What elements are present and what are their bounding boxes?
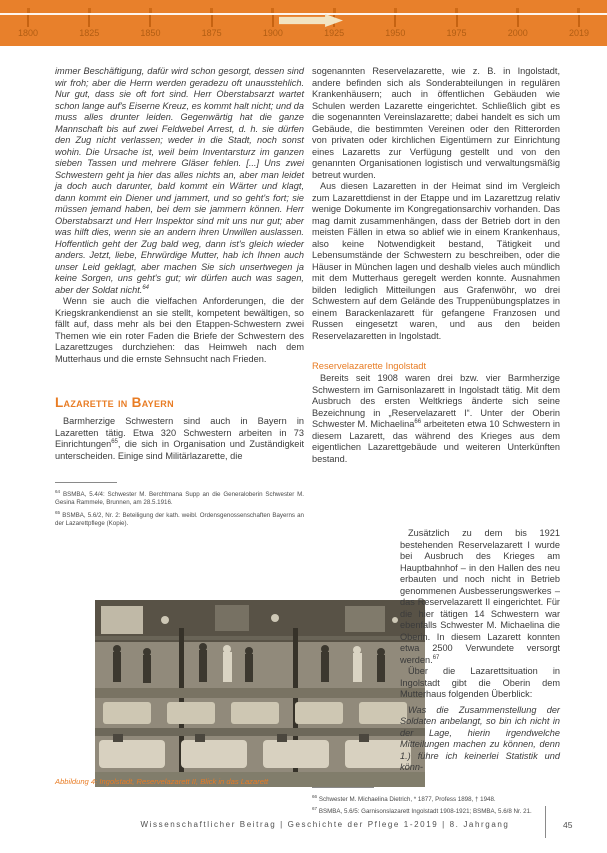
timeline-tick-1975: [442, 0, 472, 38]
timeline-year-label: 1925: [324, 28, 345, 38]
footnote-separator: [55, 482, 117, 483]
footnote-marker: 65: [55, 509, 61, 515]
timeline-year-label: 1900: [262, 28, 283, 38]
oberin-quote-text: Was die Zusammenstellung der Soldaten anbelangt, so bin ich nicht in der Lage, hierin irgendwelche Mitteilungen machen zu können, denn 1.) führe ich keinerlei Statistik und könn-: [400, 704, 560, 772]
footnote-marker: 64: [55, 489, 61, 494]
paragraph-text: Wenn sie auch die vielfachen Anforderungen, die der Kriegskrankendienst an sie stellt, kompetent bewältigen, so fällt auf, dass mehr als bei den Etappen-Schwestern zwei Themen wie ein roter Faden die Briefe der Schwestern des Lazarettzuges durchziehen: das Heimweh nach dem Mutterhaus und die ernste Sehnsucht nach Frieden.: [55, 296, 304, 364]
paragraph: [312, 66, 560, 181]
letter-quote-text: immer Beschäftigung, dafür wird schon gesorgt, dessen sind wir froh; aber die Herrn werden geradezu oft unausstehlich. Nur gut, dass sie oft fort sind. Herr Oberstabsarzt wartet schon lange auf's Eiserne Kreuz, es kommt halt nicht; und da muss alles drunter leiden. Gegenwärtig hat die ganze Mannschaft bis auf zwei Feldwebel Arrest, d. h. sie dürfen den Zug nicht verlassen; weder in die Stadt, noch sonst wohin. Die Ursache ist, weil beim Inventarsturz im ganzen sieben Tassen und mehrere Gläser fehlen. [...] Uns zwei Schwestern geht ja hier das alles nichts an, aber man leidet ja doch auch darunter, bald kommt ein Wärter und klagt, dann kommt ein Diener und jammert, und so geht's fort; sie müssen jemand haben, bei dem sie jammern können. Herr Oberstabsarzt und Herr Inspektor sind mit uns nur gut; aber was hilft dies, wenn sie an andern ihren Unwillen auslassen. Hoffentlich geht der Zug bald weg, dann ist's gleich wieder anders. Jetzt, liebe, Ehrwürdige Mutter, hab ich Ihnen auch unser Leid geklagt, aber machen Sie sich unsertwegen ja keine Sorgen, uns geht's gut; wir dürfen auch was sagen, aber der Soldat nicht.: [55, 66, 304, 295]
footnote: [55, 488, 304, 507]
paragraph-text: sogenannten Reservelazarette, wie z. B. in Ingolstadt, andere befinden sich als Sonderabteilungen in regulären Krankenhäusern; auch in öffentlichen Gebäuden wie Schulen werden Lazarette eingerichtet. Schließlich gibt es die sogenannten Vereinslazarette; dabei handelt es sich um Gebäude, die bestimmten Vereinen oder den Ritterorden von privaten oder kirchlichen Eigentümern zur Einrichtung eines Lazaretts zur Verfügung gestellt und von den genannten Organisationen logistisch und verwaltungsmäßig betreut wurden.: [312, 66, 560, 180]
section-heading: Lazarette in Bayern: [55, 395, 174, 410]
footnote-text: Schwester M. Michaelina Dietrich, * 1877, Profess 1898, † 1948.: [318, 795, 496, 803]
footnote: [55, 509, 304, 528]
paragraph-text: Aus diesen Lazaretten in der Heimat sind im Vergleich zum Lazarettdienst in der Etappe und im Lazarettzug relativ wenige Dokumente im Kongregationsarchiv vorhanden. Das mag damit zusammenhängen, dass der Betrieb dort in den meisten Fällen in etwa so ablief wie in einem Krankenhaus, also keine Notwendigkeit bestand, Tätigkeit und Lebensumstände der Schwestern zu beschreiben, oder die Häuser in München lagen und deshalb vieles auch mündlich mit dem Mutterhaus geregelt werden konnte. Ausnahmen bilden lediglich Mitteilungen aus Grafenwöhr, wo drei Schwestern auf dem Gelände des Truppenübungsplatzes in einem Barackenlazarett für gefangene Franzosen und Russen eingesetzt waren, und aus den beiden Reservelazaretten in Ingolstadt.: [312, 181, 560, 341]
footnote-separator-line: [312, 787, 374, 788]
timeline-year-label: 1950: [385, 28, 406, 38]
tick-stem: [456, 15, 458, 27]
footnote-marker: 66: [312, 793, 318, 799]
tick-mark: [516, 8, 519, 13]
paragraph-text: arbeiteten etwa 10 Schwestern in diesem Lazarett, das während des Krieges aus dem eigentlichen Lazarettgebäude und weiteren Unterkünften bestand.: [312, 419, 561, 464]
tick-stem: [211, 15, 213, 27]
footnote: [312, 805, 560, 816]
footnote-ref-66: 66: [414, 418, 422, 425]
tick-mark: [88, 8, 91, 13]
timeline-tick-2019: [564, 0, 594, 38]
right-column-upper: [312, 66, 560, 465]
tick-stem: [27, 15, 29, 27]
right-column-lower: [312, 528, 560, 818]
timeline-tick-1950: [380, 0, 410, 38]
timeline-year-label: 2019: [568, 28, 589, 38]
page-number: 45: [563, 820, 573, 830]
timeline-bar: [0, 0, 607, 46]
tick-mark: [210, 8, 213, 13]
tick-mark: [455, 8, 458, 13]
footnote-ref-65: 65: [111, 438, 118, 445]
timeline-tick-1825: [74, 0, 104, 38]
photo-wrap-spacer: [312, 580, 392, 770]
footnote-text: BSMBA, 5.6/2, Nr. 2: Beteiligung der kath. weibl. Ordensgenossenschaften Bayerns an der Lazarettpflege (Kopie).: [55, 511, 304, 527]
tick-mark: [333, 8, 336, 13]
tick-stem: [394, 15, 396, 27]
letter-quote: [55, 66, 304, 296]
tick-stem: [578, 15, 580, 27]
paragraph-text: Barmherzige Schwestern sind auch in Bayern in Lazaretten tätig. Etwa 320 Schwestern arbeiten in 73 Einrichtungen: [55, 416, 304, 449]
footnote: [312, 793, 560, 804]
tick-mark: [577, 8, 580, 13]
paragraph: [312, 373, 560, 465]
footnote-marker: 67: [312, 806, 318, 812]
tick-stem: [88, 15, 90, 27]
paragraph: [55, 416, 304, 462]
timeline-tick-1875: [197, 0, 227, 38]
tick-mark: [149, 8, 152, 13]
tick-mark: [27, 8, 30, 13]
footnote-ref-64: 64: [142, 284, 150, 291]
footnote-ref-67: 67: [432, 654, 440, 661]
tick-mark: [271, 8, 274, 13]
tick-stem: [272, 15, 274, 27]
paragraph: [312, 528, 560, 666]
tick-stem: [149, 15, 151, 27]
paragraph-text: Zusätzlich zu dem bis 1921 bestehenden Reservelazarett I wurde bei Ausbruch des Krieges am Hauptbahnhof – in den Hallen des neu erbauten und noch nicht in Betrieb genommenen Ausbesserungswerkes – das Reservelazarett II eingerichtet. Für die hier tätigen 14 Schwestern war ebenfalls Schwester M. Michaelina die Oberin. In diesem Lazarett konnten etwa 2500 Verwundete versorgt werden.: [400, 528, 560, 665]
timeline-year-label: 2000: [507, 28, 528, 38]
paragraph-text: Über die Lazarettsituation in Ingolstadt gibt die Oberin dem Mutterhaus folgenden Überblick:: [400, 666, 560, 699]
footnote-separator: [312, 784, 560, 788]
photo-caption: Abbildung 4: Ingolstadt, Reservelazarett II, Blick in das Lazarett: [55, 777, 269, 786]
timeline-year-label: 1975: [446, 28, 467, 38]
timeline-tick-2000: [503, 0, 533, 38]
tick-stem: [517, 15, 519, 27]
timeline-tick-1800: [13, 0, 43, 38]
footer-divider: [545, 806, 546, 838]
timeline-year-label: 1850: [140, 28, 161, 38]
paragraph: [312, 181, 560, 342]
timeline-year-label: 1875: [201, 28, 222, 38]
timeline-year-label: 1825: [79, 28, 100, 38]
paragraph: [55, 296, 304, 365]
timeline-year-label: 1800: [17, 28, 39, 38]
footnote-text: BSMBA, 5.6/5: Garnisonslazarett Ingolstadt 1908-1921; BSMBA, 5.6/8 Nr. 21.: [318, 808, 532, 816]
footnote-text: BSMBA, 5.4/4: Schwester M. Berchtmana Supp an die Generaloberin Schwester M. Gesina Rammele, Brunnen, am 28.5.1916.: [55, 491, 304, 506]
paragraph-text: Bereits seit 1908 waren drei bzw. vier Barmherzige Schwestern im Garnisonlazarett in Ingolstadt tätig. Mit dem Ausbruch des ersten Weltkriegs änderte sich seine Bezeichnung in „Reservelazarett I“. Unter der Oberin Schwester M. Michaelina: [312, 373, 560, 429]
subsection-heading: Reservelazarette Ingolstadt: [312, 360, 427, 371]
tick-mark: [394, 8, 397, 13]
running-title: Wissenschaftlicher Beitrag | Geschichte der Pflege 1-2019 | 8. Jahrgang: [140, 820, 510, 829]
timeline-tick-1850: [135, 0, 165, 38]
paragraph-text: , die sich in Organisation und Zuständigkeit unterscheiden. Einige sind Militärlazarette, die: [55, 439, 304, 461]
left-column: [55, 66, 304, 529]
